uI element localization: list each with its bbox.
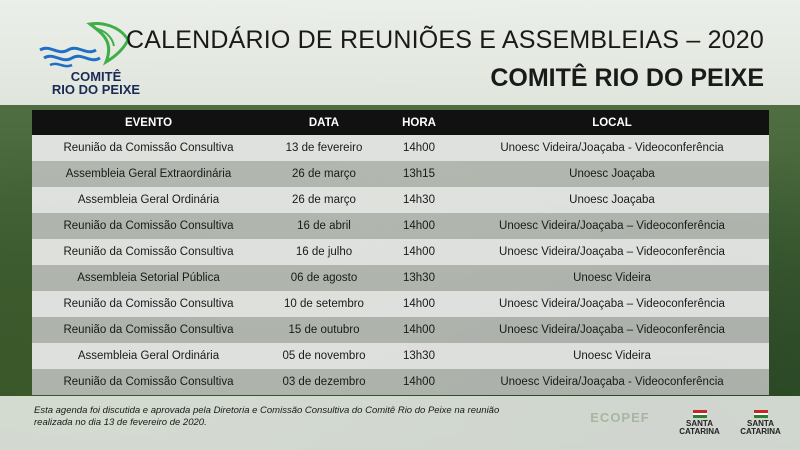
cell-hora: 14h00 <box>383 213 455 239</box>
partner-logo-sc-1 <box>672 410 727 436</box>
table-row <box>32 317 769 343</box>
cell-evento: Assembleia Geral Ordinária <box>32 187 265 213</box>
logo-line-1: COMITÊ <box>70 69 122 84</box>
cell-evento: Reunião da Comissão Consultiva <box>32 369 265 395</box>
table-row <box>32 187 769 213</box>
table-row <box>32 265 769 291</box>
page-title: CALENDÁRIO DE REUNIÕES E ASSEMBLEIAS – 2020 <box>125 26 764 54</box>
column-header-local: LOCAL <box>455 110 769 135</box>
table-row <box>32 213 769 239</box>
column-header-evento: EVENTO <box>32 110 265 135</box>
cell-data: 03 de dezembro <box>265 369 383 395</box>
table-row <box>32 135 769 161</box>
cell-local: Unoesc Videira/Joaçaba – Videoconferência <box>455 291 769 317</box>
cell-hora: 14h00 <box>383 239 455 265</box>
cell-local: Unoesc Joaçaba <box>455 187 769 213</box>
cell-evento: Reunião da Comissão Consultiva <box>32 291 265 317</box>
cell-evento: Assembleia Geral Ordinária <box>32 343 265 369</box>
table-row <box>32 239 769 265</box>
cell-hora: 14h00 <box>383 317 455 343</box>
cell-data: 26 de março <box>265 161 383 187</box>
cell-local: Unoesc Videira/Joaçaba - Videoconferência <box>455 135 769 161</box>
sc-flag-icon <box>754 410 768 418</box>
cell-hora: 14h00 <box>383 291 455 317</box>
cell-data: 26 de março <box>265 187 383 213</box>
logo-line-2: RIO DO PEIXE <box>51 82 141 97</box>
page-subtitle: COMITÊ RIO DO PEIXE <box>490 64 764 92</box>
cell-hora: 13h30 <box>383 343 455 369</box>
partner-logo-ecopef <box>585 410 655 425</box>
cell-hora: 14h00 <box>383 135 455 161</box>
table-row <box>32 343 769 369</box>
table-row <box>32 369 769 395</box>
cell-data: 16 de abril <box>265 213 383 239</box>
cell-data: 16 de julho <box>265 239 383 265</box>
cell-hora: 14h30 <box>383 187 455 213</box>
schedule-table <box>32 110 769 395</box>
cell-evento: Assembleia Setorial Pública <box>32 265 265 291</box>
cell-data: 13 de fevereiro <box>265 135 383 161</box>
partner-sc-2-line-2: CATARINA <box>740 427 781 436</box>
cell-evento: Assembleia Geral Extraordinária <box>32 161 265 187</box>
cell-local: Unoesc Videira/Joaçaba – Videoconferência <box>455 317 769 343</box>
table-row <box>32 291 769 317</box>
cell-hora: 13h30 <box>383 265 455 291</box>
table-header-row <box>32 110 769 135</box>
cell-local: Unoesc Videira <box>455 265 769 291</box>
sc-flag-icon <box>693 410 707 418</box>
cell-data: 10 de setembro <box>265 291 383 317</box>
partner-sc-1-line-1: SANTA <box>686 419 713 428</box>
cell-local: Unoesc Joaçaba <box>455 161 769 187</box>
cell-data: 05 de novembro <box>265 343 383 369</box>
cell-evento: Reunião da Comissão Consultiva <box>32 135 265 161</box>
column-header-hora: HORA <box>383 110 455 135</box>
cell-evento: Reunião da Comissão Consultiva <box>32 239 265 265</box>
logo-text <box>46 70 146 96</box>
cell-data: 06 de agosto <box>265 265 383 291</box>
cell-evento: Reunião da Comissão Consultiva <box>32 213 265 239</box>
cell-evento: Reunião da Comissão Consultiva <box>32 317 265 343</box>
cell-local: Unoesc Videira <box>455 343 769 369</box>
partner-logo-sc-2 <box>733 410 788 436</box>
footnote-line-1: Esta agenda foi discutida e aprovada pela Diretoria e Comissão Consultiva do Comitê Rio do Peixe na reunião <box>34 405 500 416</box>
partner-sc-1-line-2: CATARINA <box>679 427 720 436</box>
cell-data: 15 de outubro <box>265 317 383 343</box>
footnote <box>34 405 554 429</box>
cell-local: Unoesc Videira/Joaçaba – Videoconferência <box>455 239 769 265</box>
cell-hora: 14h00 <box>383 369 455 395</box>
cell-local: Unoesc Videira/Joaçaba - Videoconferência <box>455 369 769 395</box>
cell-local: Unoesc Videira/Joaçaba – Videoconferência <box>455 213 769 239</box>
footnote-line-2: realizada no dia 13 de fevereiro de 2020. <box>34 417 207 428</box>
partner-ecopef-name: ECOPEF <box>590 410 650 425</box>
column-header-data: DATA <box>265 110 383 135</box>
table-row <box>32 161 769 187</box>
cell-hora: 13h15 <box>383 161 455 187</box>
partner-sc-2-line-1: SANTA <box>747 419 774 428</box>
